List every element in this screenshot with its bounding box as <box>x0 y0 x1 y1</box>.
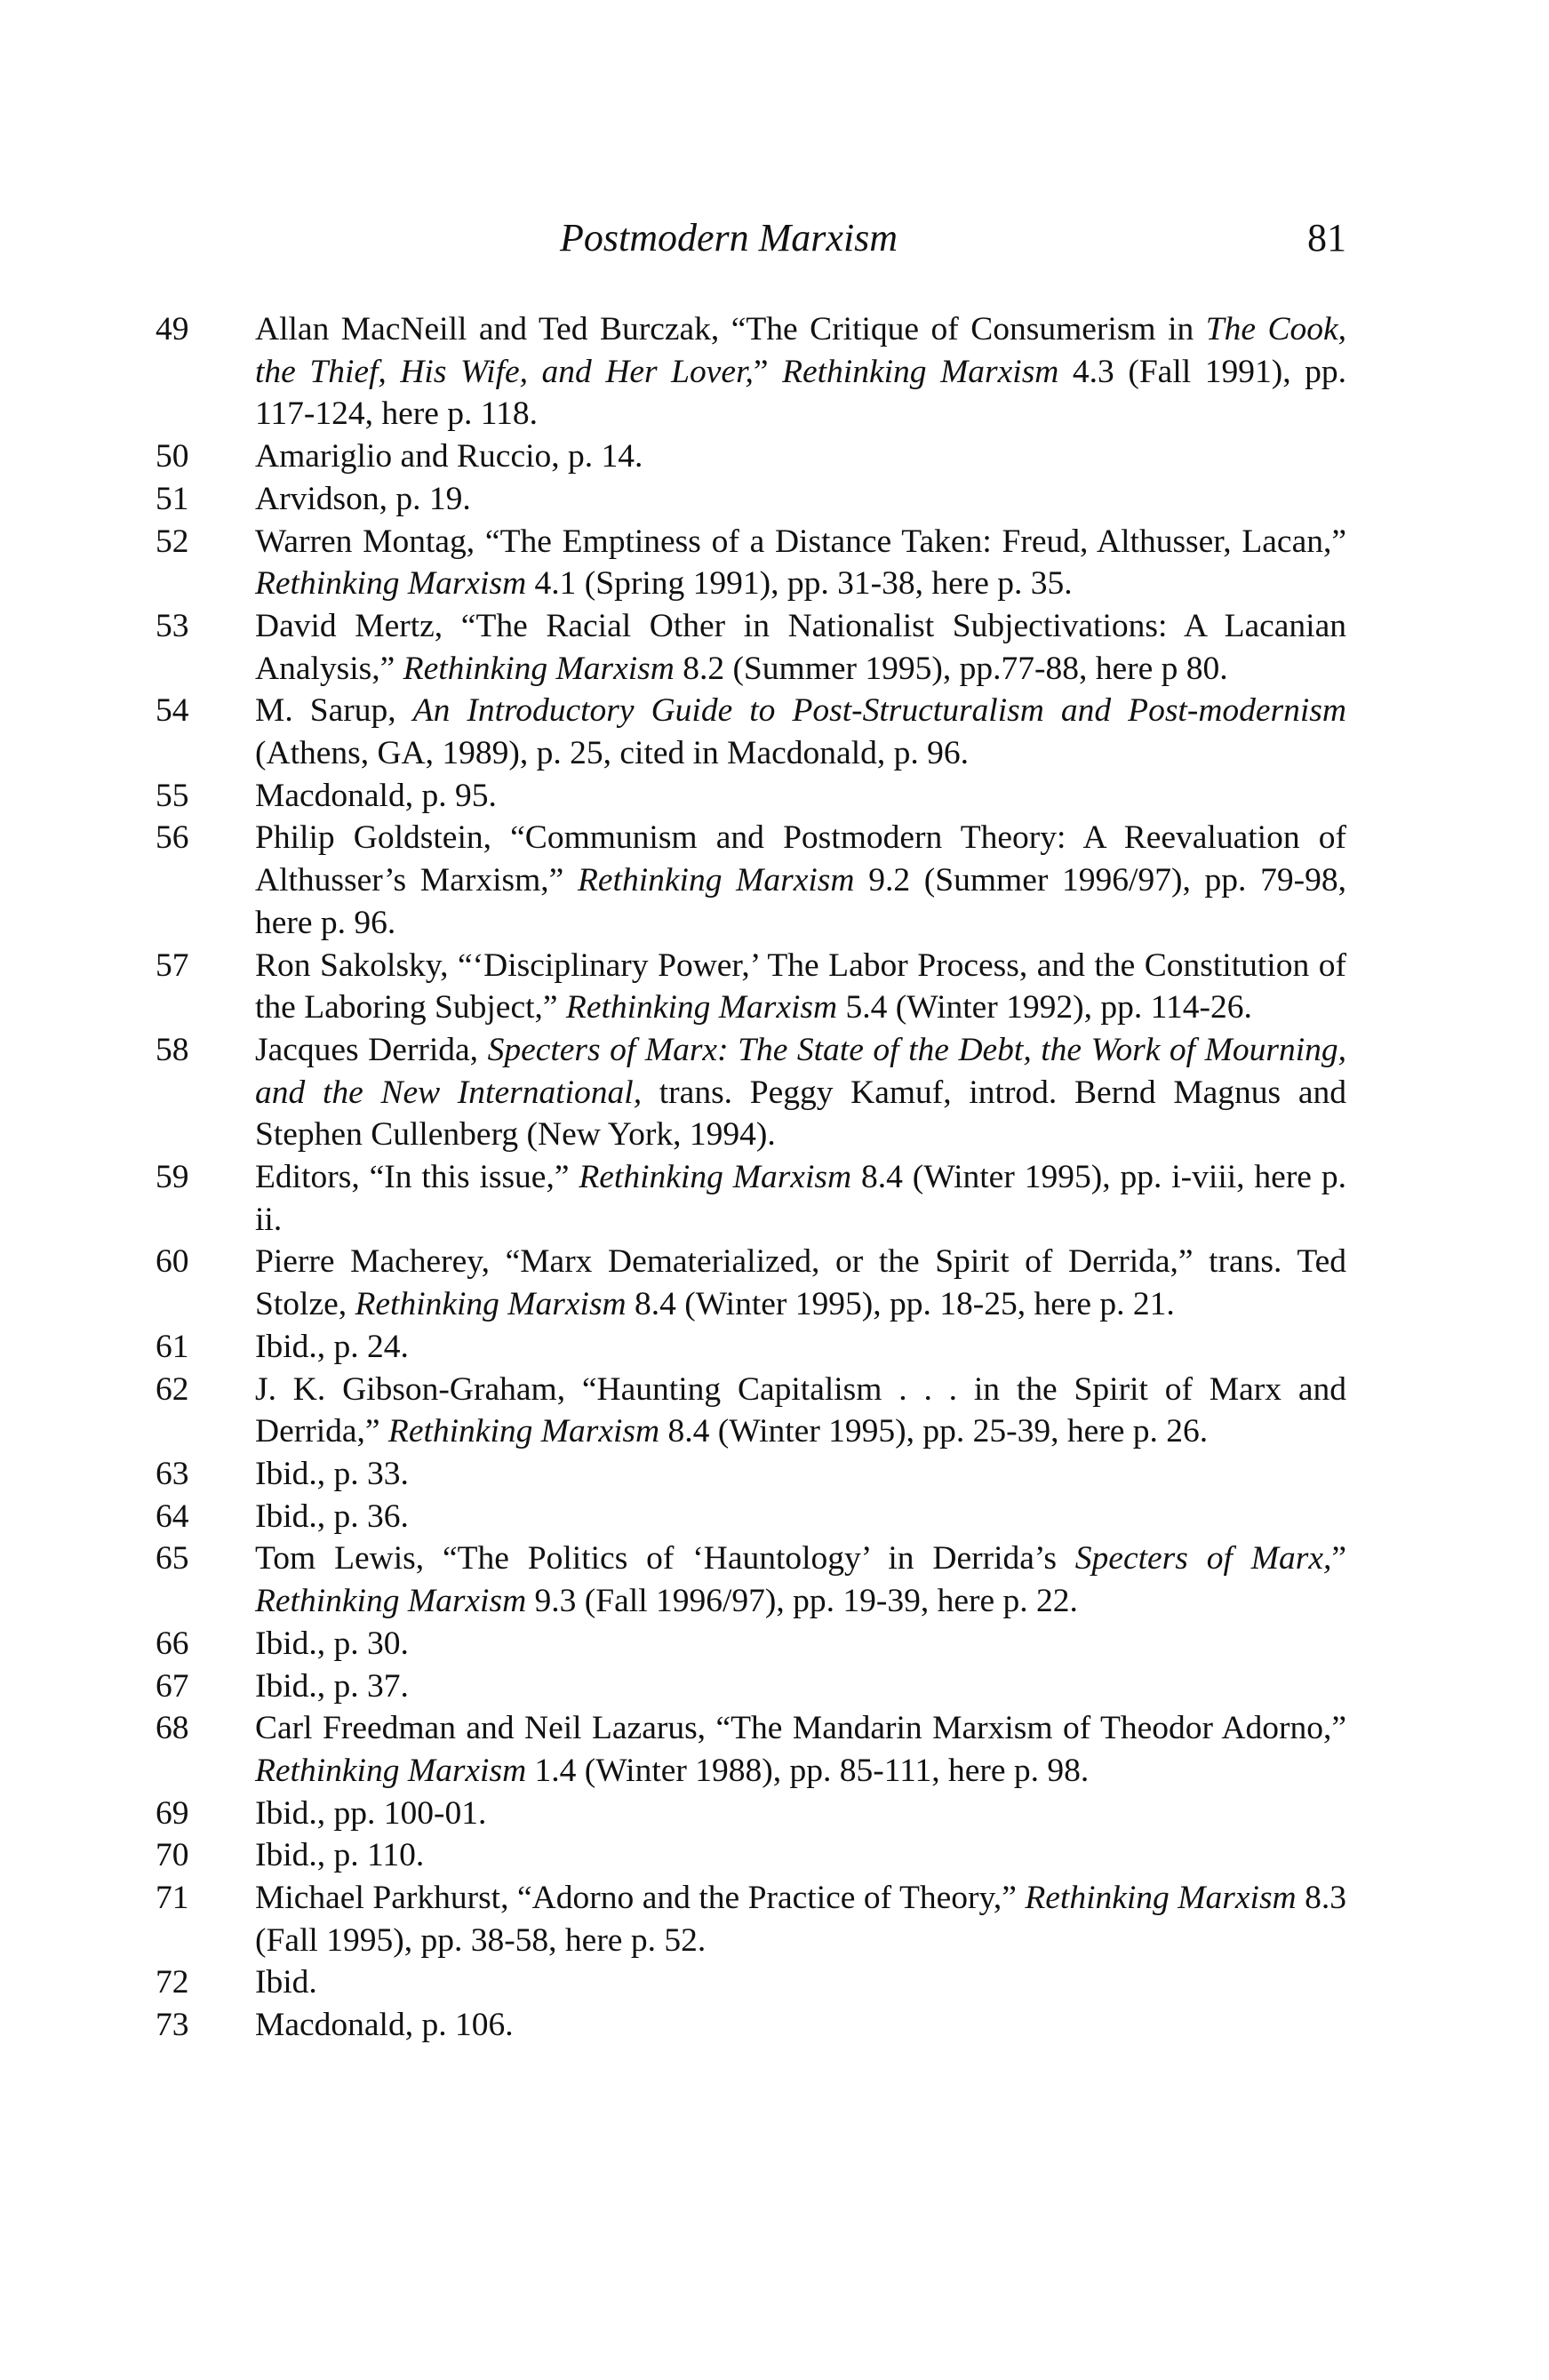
note-segment: Amariglio and Ruccio, p. 14. <box>255 438 643 475</box>
note-text <box>255 690 1346 774</box>
note-segment: Ron Sakolsky, “‘Disciplinary Power,’ The Labor Process, and the Constitution of the Laboring Subject,” <box>255 946 1346 1026</box>
endnote-68 <box>156 1707 1346 1792</box>
note-segment: Ibid., p. 30. <box>255 1625 409 1662</box>
note-text <box>255 435 1346 478</box>
note-number: 65 <box>156 1540 189 1577</box>
endnote-63 <box>156 1453 1346 1496</box>
italic-title: Specters of Marx, <box>1074 1540 1332 1577</box>
note-number: 68 <box>156 1710 189 1747</box>
note-text <box>255 1665 1346 1708</box>
note-segment: Ibid., pp. 100-01. <box>255 1794 487 1832</box>
note-segment: ” <box>1331 1540 1346 1577</box>
endnote-71 <box>156 1877 1346 1961</box>
endnote-70 <box>156 1834 1346 1877</box>
note-text <box>255 1623 1346 1665</box>
endnote-60 <box>156 1241 1346 1325</box>
note-segment: Philip Goldstein, “Communism and Postmodern Theory: A Reevaluation of Althusser’s Marxism,” <box>255 819 1346 899</box>
note-number: 54 <box>156 692 189 730</box>
note-number: 62 <box>156 1370 189 1408</box>
note-segment: ” <box>753 353 783 390</box>
note-number: 50 <box>156 438 189 475</box>
note-segment: 4.3 (Fall 1991), pp. 117-124, here p. 118. <box>255 353 1346 433</box>
note-segment: Ibid., p. 33. <box>255 1455 409 1492</box>
running-head <box>480 212 1346 274</box>
endnotes-list <box>156 308 1346 2047</box>
note-segment: 4.1 (Spring 1991), pp. 31-38, here p. 35. <box>526 565 1073 603</box>
italic-title: Rethinking Marxism <box>565 989 838 1026</box>
endnote-59 <box>156 1156 1346 1241</box>
note-segment: Ibid., p. 110. <box>255 1837 425 1874</box>
note-segment: David Mertz, “The Racial Other in Nationalist Subjectivations: A Lacanian Analysis,” <box>255 607 1346 687</box>
italic-title: Rethinking Marxism <box>255 1752 527 1789</box>
italic-title: Rethinking Marxism <box>782 353 1059 390</box>
note-text <box>255 945 1346 1029</box>
note-number: 71 <box>156 1880 189 1917</box>
note-number: 55 <box>156 777 189 814</box>
italic-title: Rethinking Marxism <box>578 862 855 899</box>
note-number: 63 <box>156 1455 189 1492</box>
note-number: 69 <box>156 1794 189 1832</box>
note-number: 67 <box>156 1667 189 1705</box>
note-segment: J. K. Gibson-Graham, “Haunting Capitalism . . . in the Spirit of Marx and Derrida,” <box>255 1370 1346 1450</box>
note-text <box>255 605 1346 690</box>
italic-title: Rethinking Marxism <box>255 1583 527 1620</box>
note-text <box>255 817 1346 944</box>
note-segment: M. Sarup, <box>255 692 413 730</box>
note-number: 70 <box>156 1837 189 1874</box>
note-segment: Michael Parkhurst, “Adorno and the Practice of Theory,” <box>255 1880 1026 1917</box>
note-number: 66 <box>156 1625 189 1662</box>
note-text <box>255 1877 1346 1961</box>
note-segment: 8.4 (Winter 1995), pp. i-viii, here p. ii. <box>255 1159 1346 1238</box>
note-text <box>255 1496 1346 1538</box>
note-segment: 8.4 (Winter 1995), pp. 25-39, here p. 26. <box>659 1413 1209 1450</box>
note-number: 61 <box>156 1328 189 1365</box>
running-title: Postmodern Marxism <box>560 216 898 260</box>
note-number: 58 <box>156 1031 189 1068</box>
note-text <box>255 478 1346 521</box>
note-text <box>255 1453 1346 1496</box>
note-text <box>255 308 1346 435</box>
note-segment: Ibid. <box>255 1964 317 2001</box>
endnote-72 <box>156 1961 1346 2004</box>
note-number: 56 <box>156 819 189 857</box>
note-text <box>255 1156 1346 1241</box>
note-segment: Macdonald, p. 95. <box>255 777 497 814</box>
note-text <box>255 1369 1346 1453</box>
note-number: 59 <box>156 1159 189 1196</box>
italic-title: An Introductory Guide to Post-Structuralism and Post-modernism <box>412 692 1346 730</box>
endnote-67 <box>156 1665 1346 1708</box>
endnote-51 <box>156 478 1346 521</box>
endnote-54 <box>156 690 1346 774</box>
note-text <box>255 1029 1346 1156</box>
italic-title: Rethinking Marxism <box>255 565 527 603</box>
italic-title: Specters of Marx: The State of the Debt, the Work of Mourning, and the New International, <box>255 1031 1346 1111</box>
endnote-56 <box>156 817 1346 944</box>
note-number: 53 <box>156 607 189 644</box>
note-segment: Editors, “In this issue,” <box>255 1159 579 1196</box>
note-segment: Jacques Derrida, <box>255 1031 488 1068</box>
endnote-64 <box>156 1496 1346 1538</box>
note-number: 60 <box>156 1243 189 1281</box>
note-segment: 9.3 (Fall 1996/97), pp. 19-39, here p. 22. <box>526 1583 1078 1620</box>
note-number: 52 <box>156 523 189 560</box>
note-segment: Allan MacNeill and Ted Burczak, “The Critique of Consumerism in <box>255 311 1206 347</box>
note-segment: 8.2 (Summer 1995), pp.77-88, here p 80. <box>674 650 1228 687</box>
note-number: 51 <box>156 480 189 517</box>
note-segment: Ibid., p. 37. <box>255 1667 409 1705</box>
note-text <box>255 1793 1346 1835</box>
note-segment: Warren Montag, “The Emptiness of a Distance Taken: Freud, Althusser, Lacan,” <box>255 523 1346 560</box>
endnote-52 <box>156 521 1346 605</box>
endnote-50 <box>156 435 1346 478</box>
endnote-66 <box>156 1623 1346 1665</box>
page-number: 81 <box>1307 216 1346 260</box>
endnote-73 <box>156 2004 1346 2047</box>
note-segment: Tom Lewis, “The Politics of ‘Hauntology’ in Derrida’s <box>255 1540 1075 1577</box>
note-segment: Arvidson, p. 19. <box>255 480 471 517</box>
italic-title: Rethinking Marxism <box>355 1286 627 1323</box>
note-number: 73 <box>156 2007 189 2044</box>
note-text <box>255 1326 1346 1369</box>
italic-title: Rethinking Marxism <box>387 1413 660 1450</box>
note-text <box>255 1961 1346 2004</box>
note-text <box>255 1241 1346 1325</box>
note-segment: 8.3 (Fall 1995), pp. 38-58, here p. 52. <box>255 1880 1346 1959</box>
note-segment: 8.4 (Winter 1995), pp. 18-25, here p. 21. <box>626 1286 1175 1323</box>
note-segment: Ibid., p. 36. <box>255 1497 409 1535</box>
note-segment: 5.4 (Winter 1992), pp. 114-26. <box>837 989 1252 1026</box>
note-number: 72 <box>156 1964 189 2001</box>
note-segment: 9.2 (Summer 1996/97), pp. 79-98, here p. 96. <box>255 862 1346 941</box>
note-number: 57 <box>156 946 189 984</box>
note-segment: trans. Peggy Kamuf, introd. Bernd Magnus and Stephen Cullenberg (New York, 1994). <box>255 1074 1346 1154</box>
endnote-62 <box>156 1369 1346 1453</box>
italic-title: Rethinking Marxism <box>1025 1880 1297 1917</box>
endnote-58 <box>156 1029 1346 1156</box>
endnote-53 <box>156 605 1346 690</box>
endnote-55 <box>156 775 1346 818</box>
note-segment: 1.4 (Winter 1988), pp. 85-111, here p. 98. <box>526 1752 1090 1789</box>
endnote-57 <box>156 945 1346 1029</box>
note-segment: Macdonald, p. 106. <box>255 2007 514 2044</box>
note-text <box>255 1707 1346 1792</box>
endnote-65 <box>156 1537 1346 1622</box>
italic-title: The Cook, the Thief, His Wife, and Her Lover, <box>255 311 1346 390</box>
note-text <box>255 1537 1346 1622</box>
note-text <box>255 775 1346 818</box>
note-number: 49 <box>156 311 189 347</box>
note-number: 64 <box>156 1497 189 1535</box>
endnote-61 <box>156 1326 1346 1369</box>
note-segment: Ibid., p. 24. <box>255 1328 409 1365</box>
italic-title: Rethinking Marxism <box>403 650 675 687</box>
note-segment: Pierre Macherey, “Marx Dematerialized, or the Spirit of Derrida,” trans. Ted Stolze, <box>255 1243 1346 1323</box>
italic-title: Rethinking Marxism <box>579 1159 852 1196</box>
note-text <box>255 1834 1346 1877</box>
note-segment: (Athens, GA, 1989), p. 25, cited in Macdonald, p. 96. <box>255 735 969 772</box>
endnote-49 <box>156 308 1346 435</box>
note-text <box>255 2004 1346 2047</box>
note-text <box>255 521 1346 605</box>
note-segment: Carl Freedman and Neil Lazarus, “The Mandarin Marxism of Theodor Adorno,” <box>255 1710 1346 1747</box>
endnote-69 <box>156 1793 1346 1835</box>
